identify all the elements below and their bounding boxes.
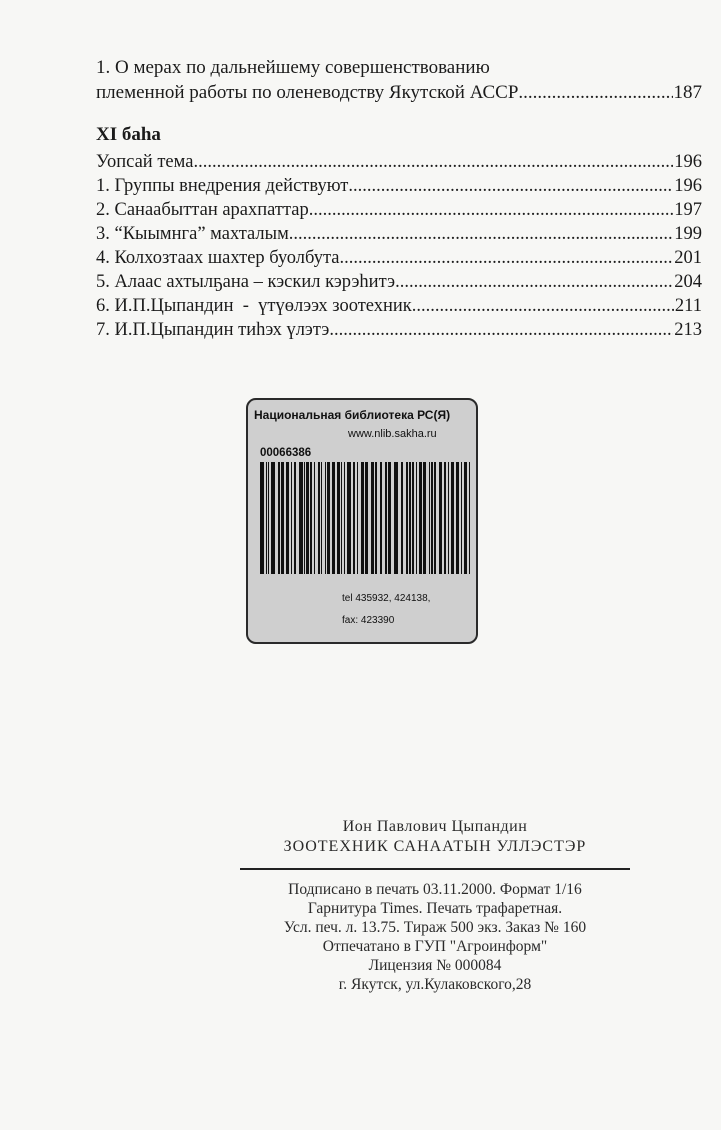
toc-entry-page: 213: [674, 320, 702, 340]
imprint-line: Лицензия № 000084: [368, 956, 502, 974]
toc-entry-title: 7. И.П.Цыпандин тиһэх үлэтэ: [96, 320, 330, 340]
barcode-fax: fax: 423390: [342, 615, 395, 626]
toc-entry-page: 201: [674, 248, 702, 268]
barcode-bars: [260, 462, 470, 574]
imprint-line: Гарнитура Times. Печать трафаретная.: [307, 899, 563, 917]
toc-list: [96, 150, 702, 342]
toc-entry-page: 211: [674, 296, 702, 316]
toc-entry-title: 5. Алаас ахтылҕана – кэскил кэрэһитэ: [96, 272, 396, 292]
chapter-heading: XI баһа: [96, 124, 161, 145]
dot-leader: [193, 150, 673, 174]
imprint-details: [240, 880, 630, 994]
toc-entry: [96, 174, 702, 198]
toc-entry-title: 4. Колхозтаах шахтер буолбута: [96, 248, 340, 268]
toc-entry: [96, 150, 702, 174]
toc-entry-title: племенной работы по оленеводству Якутской АССР: [96, 82, 519, 103]
imprint-divider: [240, 868, 630, 870]
toc-entry-title: 3. “Кыымнга” махталым: [96, 224, 289, 244]
dot-leader: [348, 174, 673, 198]
imprint-line: Усл. печ. л. 13.75. Тираж 500 экз. Заказ № 160: [283, 918, 587, 936]
toc-entry-page: 197: [674, 200, 702, 220]
dot-leader: [412, 294, 674, 318]
imprint-block: [240, 818, 630, 994]
toc-entry-page: 196: [674, 152, 702, 172]
toc-entry: [96, 198, 702, 222]
toc-entry-page: 199: [674, 224, 702, 244]
toc-entry-title: 2. Санаабыттан арахпаттар: [96, 200, 309, 220]
dot-leader: [289, 222, 673, 246]
imprint-line: Отпечатано в ГУП "Агроинформ": [322, 937, 548, 955]
toc-entry-line2: [96, 80, 702, 105]
barcode-tel: tel 435932, 424138,: [342, 593, 431, 604]
toc-entry-first: [96, 55, 702, 105]
imprint-title: ЗООТЕХНИК САНААТЫН УЛЛЭСТЭР: [283, 838, 587, 855]
dot-leader: [329, 318, 673, 342]
imprint-author: Ион Павлович Цыпандин: [342, 818, 528, 835]
toc-entry-title: Уопсай тема: [96, 152, 194, 172]
toc-entry-title: 6. И.П.Цыпандин - үтүөлээх зоотехник: [96, 296, 412, 316]
barcode-url: www.nlib.sakha.ru: [348, 428, 437, 440]
dot-leader: [309, 198, 673, 222]
barcode-library-name: Национальная библиотека РС(Я): [254, 408, 451, 422]
toc-entry-page: 187: [673, 82, 702, 103]
toc-entry: [96, 246, 702, 270]
dot-leader: [395, 270, 673, 294]
toc-entry: [96, 318, 702, 342]
toc-entry: [96, 222, 702, 246]
imprint-line: Подписано в печать 03.11.2000. Формат 1/16: [288, 880, 582, 898]
toc-entry-line1: 1. О мерах по дальнейшему совершенствованию: [96, 57, 490, 78]
toc-entry-page: 196: [674, 176, 702, 196]
toc-entry-page: 204: [674, 272, 702, 292]
dot-leader: [518, 80, 672, 105]
library-barcode-label: [246, 398, 478, 644]
toc-entry-title: 1. Группы внедрения действуют: [96, 176, 349, 196]
barcode-number: 00066386: [260, 447, 312, 459]
toc-entry: [96, 270, 702, 294]
toc-entry: [96, 294, 702, 318]
dot-leader: [340, 246, 674, 270]
imprint-line: г. Якутск, ул.Кулаковского,28: [338, 975, 532, 993]
